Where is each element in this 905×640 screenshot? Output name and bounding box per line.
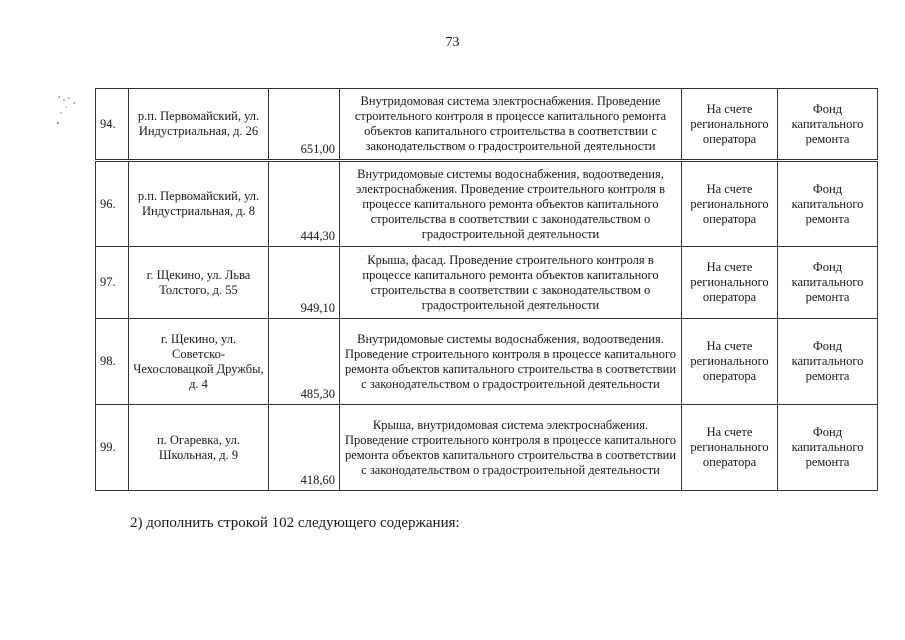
address-cell: р.п. Первомайский, ул. Индустриальная, д. 8	[129, 161, 269, 247]
works-cell: Внутридомовые системы водоснабжения, водоотведения. Проведение строительного контроля в процессе капитального ремонта объектов капитального строительства в соответствии с законодательством о градостроительной деятельности	[340, 319, 682, 405]
cost-cell: 418,60	[269, 405, 340, 491]
row-number: 96.	[96, 161, 129, 247]
address-cell: р.п. Первомайский, ул. Индустриальная, д. 26	[129, 89, 269, 161]
address-cell: г. Щекино, ул. Льва Толстого, д. 55	[129, 247, 269, 319]
row-number: 94.	[96, 89, 129, 161]
table-row	[96, 405, 878, 491]
fund-cell: Фонд капитального ремонта	[778, 89, 878, 161]
fund-cell: Фонд капитального ремонта	[778, 405, 878, 491]
address-cell: г. Щекино, ул. Советско-Чехословацкой Дружбы, д. 4	[129, 319, 269, 405]
scan-artifact-marks	[55, 95, 85, 135]
cost-cell: 444,30	[269, 161, 340, 247]
works-cell: Крыша, внутридомовая система электроснабжения. Проведение строительного контроля в процессе капитального ремонта объектов капитального строительства в соответствии с законодательством о градостроительной деятельности	[340, 405, 682, 491]
row-number: 98.	[96, 319, 129, 405]
page-number: 73	[445, 35, 460, 50]
works-cell: Крыша, фасад. Проведение строительного контроля в процессе капитального ремонта объектов капитального строительства в соответствии с законодательством о градостроительной деятельности	[340, 247, 682, 319]
works-cell: Внутридомовая система электроснабжения. Проведение строительного контроля в процессе капитального ремонта объектов капитального строительства в соответствии с законодательством о градостроительной деятельности	[340, 89, 682, 161]
fund-cell: Фонд капитального ремонта	[778, 161, 878, 247]
row-number: 99.	[96, 405, 129, 491]
account-owner-cell: На счете регионального оператора	[682, 161, 778, 247]
table-row	[96, 319, 878, 405]
amendment-text: 2) дополнить строкой 102 следующего содержания:	[130, 515, 460, 531]
table-row	[96, 89, 878, 161]
row-number: 97.	[96, 247, 129, 319]
account-owner-cell: На счете регионального оператора	[682, 89, 778, 161]
account-owner-cell: На счете регионального оператора	[682, 405, 778, 491]
fund-cell: Фонд капитального ремонта	[778, 319, 878, 405]
fund-cell: Фонд капитального ремонта	[778, 247, 878, 319]
cost-cell: 651,00	[269, 89, 340, 161]
table-row	[96, 161, 878, 247]
account-owner-cell: На счете регионального оператора	[682, 247, 778, 319]
works-cell: Внутридомовые системы водоснабжения, водоотведения, электроснабжения. Проведение строительного контроля в процессе капитального ремонта объектов капитального строительства в соответствии с законодательством о градостроительной деятельности	[340, 161, 682, 247]
cost-cell: 485,30	[269, 319, 340, 405]
program-table	[95, 88, 878, 491]
cost-cell: 949,10	[269, 247, 340, 319]
account-owner-cell: На счете регионального оператора	[682, 319, 778, 405]
table-row	[96, 247, 878, 319]
address-cell: п. Огаревка, ул. Школьная, д. 9	[129, 405, 269, 491]
